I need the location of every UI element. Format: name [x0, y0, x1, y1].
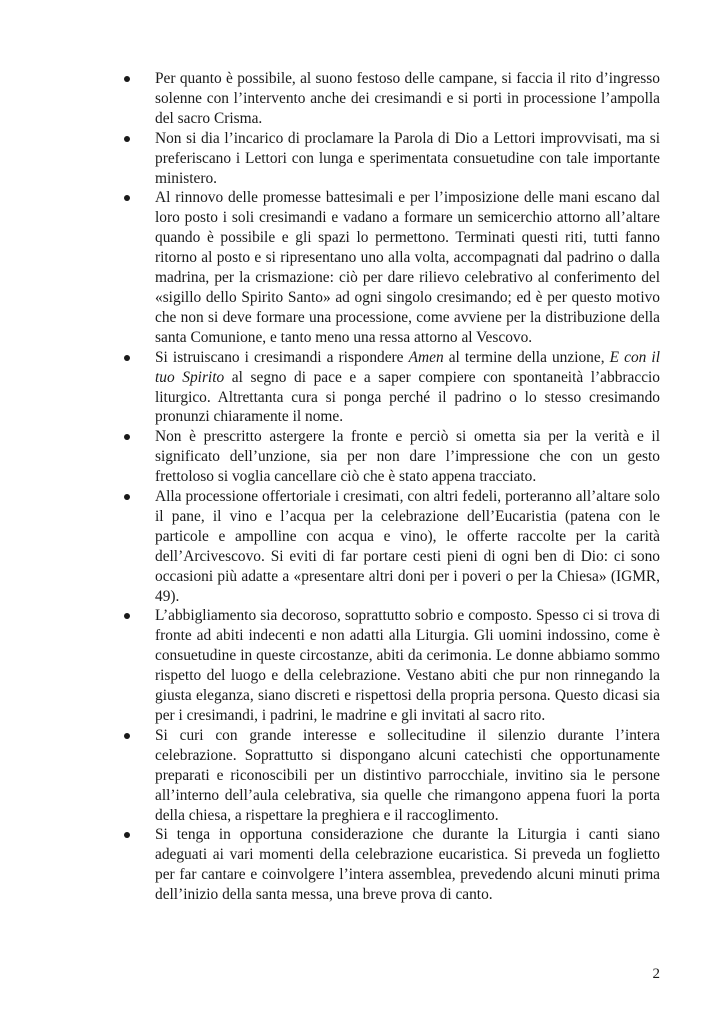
bullet-list: [124, 69, 660, 905]
list-item: [124, 427, 660, 487]
page-number: 2: [652, 966, 660, 982]
bullet-icon: [124, 76, 130, 82]
item-text: L’abbigliamento sia decoroso, soprattutto sobrio e composto. Spesso ci si trova di fronte ad abiti indecenti e non adatti alla Liturgia. Gli uomini indossino, come è consuetudine in queste circostanze, abiti da cerimonia. Le donne abbiamo sommo rispetto del luogo e della celebrazione. Vestano abiti che pur non rinnegando la giusta eleganza, siano discreti e rispettosi della propria persona. Questo dicasi sia per i cresimandi, i padrini, le madrine e gli invitati al sacro rito.: [155, 607, 660, 724]
italic-response-amen: Amen: [408, 348, 444, 366]
bullet-icon: [124, 355, 130, 361]
list-item: [124, 825, 660, 905]
list-item: [124, 188, 660, 347]
item-text: Si istruiscano i cresimandi a rispondere: [155, 348, 409, 366]
item-text: al segno di pace e a saper compiere con spontaneità l’abbraccio liturgico. Altrettanta cura si ponga perché il padrino o lo stesso cresimando pronunzi chiaramente il nome.: [155, 368, 660, 426]
bullet-icon: [124, 136, 130, 142]
item-text: Non è prescritto astergere la fronte e perciò si ometta sia per la verità e il significato dell’unzione, sia per non dare l’impressione che con un gesto frettoloso si voglia cancellare ciò che è stato appena tracciato.: [155, 428, 660, 486]
bullet-icon: [124, 494, 130, 500]
item-text: Per quanto è possibile, al suono festoso delle campane, si faccia il rito d’ingresso solenne con l’intervento anche dei cresimandi e si porti in processione l’ampolla del sacro Crisma.: [155, 70, 660, 127]
item-text: Non si dia l’incarico di proclamare la Parola di Dio a Lettori improvvisati, ma si preferiscano i Lettori con lunga e sperimentata consuetudine con tale importante ministero.: [155, 129, 660, 187]
list-item: [124, 129, 660, 189]
item-text: Alla processione offertoriale i cresimati, con altri fedeli, porteranno all’altare solo il pane, il vino e l’acqua per la celebrazione dell’Eucaristia (patena con le particole e ampolline con acqua e vino), le offerte raccolte per la carità dell’Arcivescovo. Si eviti di far portare cesti pieni di ogni ben di Dio: ci sono occasioni più adatte a «presentare altri doni per i poveri o per la Chiesa» (IGMR, 49).: [155, 488, 660, 605]
bullet-icon: [124, 195, 130, 201]
list-item: [124, 726, 660, 826]
item-text: Al rinnovo delle promesse battesimali e per l’imposizione delle mani escano dal loro posto i soli cresimandi e vadano a formare un semicerchio attorno all’altare quando è possibile e gli spazi lo permettono. Terminati questi riti, tutti fanno ritorno al posto e si ripresentano uno alla volta, accompagnati dal padrino o dalla madrina, per la crismazione: ciò per dare rilievo celebrativo al conferimento del «sigillo dello Spirito Santo» ad ogni singolo cresimando; ed è per questo motivo che non si deve formare una processione, come avviene per la distribuzione della santa Comunione, e tanto meno una ressa attorno al Vescovo.: [155, 189, 660, 346]
bullet-icon: [124, 733, 130, 739]
italic-response-spirito: E con il tuo Spirito: [155, 348, 660, 386]
item-text: al termine della unzione,: [443, 348, 610, 366]
list-item: [124, 487, 660, 606]
bullet-icon: [124, 613, 130, 619]
bullet-icon: [124, 434, 130, 440]
item-text: Si curi con grande interesse e sollecitudine il silenzio durante l’intera celebrazione. Soprattutto si dispongano alcuni catechisti che opportunamente preparati e riconoscibili per un distintivo parrocchiale, invitino sia le persone all’interno dell’aula celebrativa, sia quelle che rimangono appena fuori la porta della chiesa, a rispettare la preghiera e il raccoglimento.: [155, 726, 660, 824]
list-item: [124, 606, 660, 725]
list-item: [124, 348, 660, 428]
list-item: [124, 69, 660, 129]
bullet-icon: [124, 832, 130, 838]
item-text: Si tenga in opportuna considerazione che durante la Liturgia i canti siano adeguati ai vari momenti della celebrazione eucaristica. Si preveda un foglietto per far cantare e coinvolgere l’intera assemblea, prevedendo alcuni minuti prima dell’inizio della santa messa, una breve prova di canto.: [155, 826, 660, 904]
